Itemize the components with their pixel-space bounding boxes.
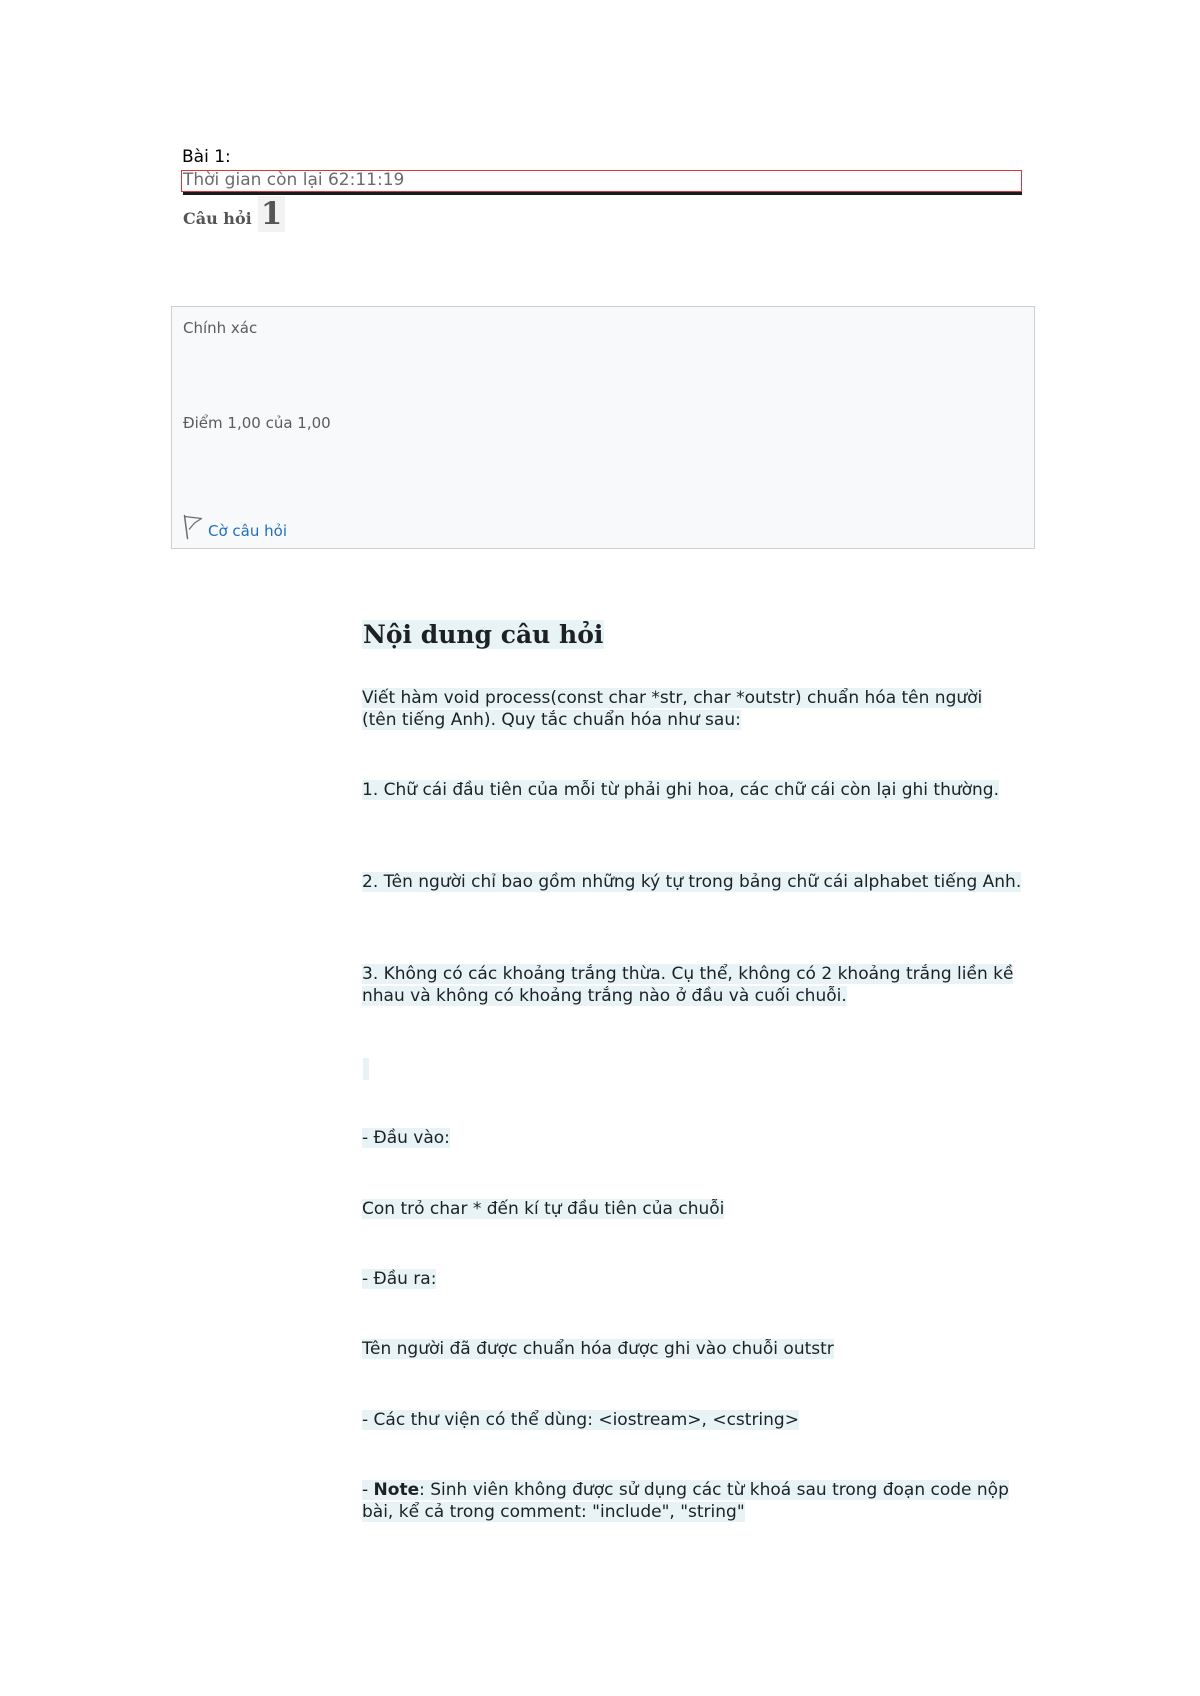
timer-divider bbox=[183, 192, 1022, 195]
question-paragraph: - Các thư viện có thể dùng: <iostream>, <cstring> bbox=[362, 1410, 799, 1430]
content-heading: Nội dung câu hỏi bbox=[363, 620, 604, 649]
note-prefix: - bbox=[362, 1480, 374, 1500]
question-paragraph: 3. Không có các khoảng trắng thừa. Cụ thể, không có 2 khoảng trắng liền kề nhau và không có khoảng trắng nào ở đầu và cuối chuỗi. bbox=[362, 964, 1014, 1006]
empty-paragraph bbox=[363, 1058, 369, 1080]
question-paragraph: 2. Tên người chỉ bao gồm những ký tự trong bảng chữ cái alphabet tiếng Anh. bbox=[362, 872, 1022, 892]
question-content bbox=[362, 620, 1022, 1522]
question-paragraph: 1. Chữ cái đầu tiên của mỗi từ phải ghi hoa, các chữ cái còn lại ghi thường. bbox=[362, 780, 1000, 800]
question-paragraph: Tên người đã được chuẩn hóa được ghi vào chuỗi outstr bbox=[362, 1339, 834, 1359]
flag-question-label: Cờ câu hỏi bbox=[208, 522, 287, 540]
question-grade: Điểm 1,00 của 1,00 bbox=[183, 414, 331, 432]
question-state: Chính xác bbox=[183, 319, 258, 337]
note-paragraph bbox=[362, 1479, 1022, 1523]
question-paragraph: Viết hàm void process(const char *str, char *outstr) chuẩn hóa tên người (tên tiếng Anh). Quy tắc chuẩn hóa như sau: bbox=[362, 688, 983, 730]
flag-icon bbox=[182, 514, 204, 540]
question-info-panel bbox=[171, 306, 1035, 549]
note-text: : Sinh viên không được sử dụng các từ khoá sau trong đoạn code nộp bài, kể cả trong comment: "include", "string" bbox=[362, 1480, 1009, 1522]
question-paragraph: Con trỏ char * đến kí tự đầu tiên của chuỗi bbox=[362, 1199, 725, 1219]
question-paragraph: - Đầu ra: bbox=[362, 1269, 437, 1289]
question-label: Câu hỏi bbox=[183, 209, 252, 228]
time-remaining: Thời gian còn lại 62:11:19 bbox=[181, 170, 1022, 192]
question-number bbox=[183, 196, 285, 232]
question-number-value: 1 bbox=[258, 196, 286, 232]
exercise-title: Bài 1: bbox=[182, 147, 231, 167]
note-label: Note bbox=[373, 1480, 420, 1500]
flag-question-button[interactable] bbox=[182, 512, 287, 540]
question-paragraph: - Đầu vào: bbox=[362, 1128, 450, 1148]
